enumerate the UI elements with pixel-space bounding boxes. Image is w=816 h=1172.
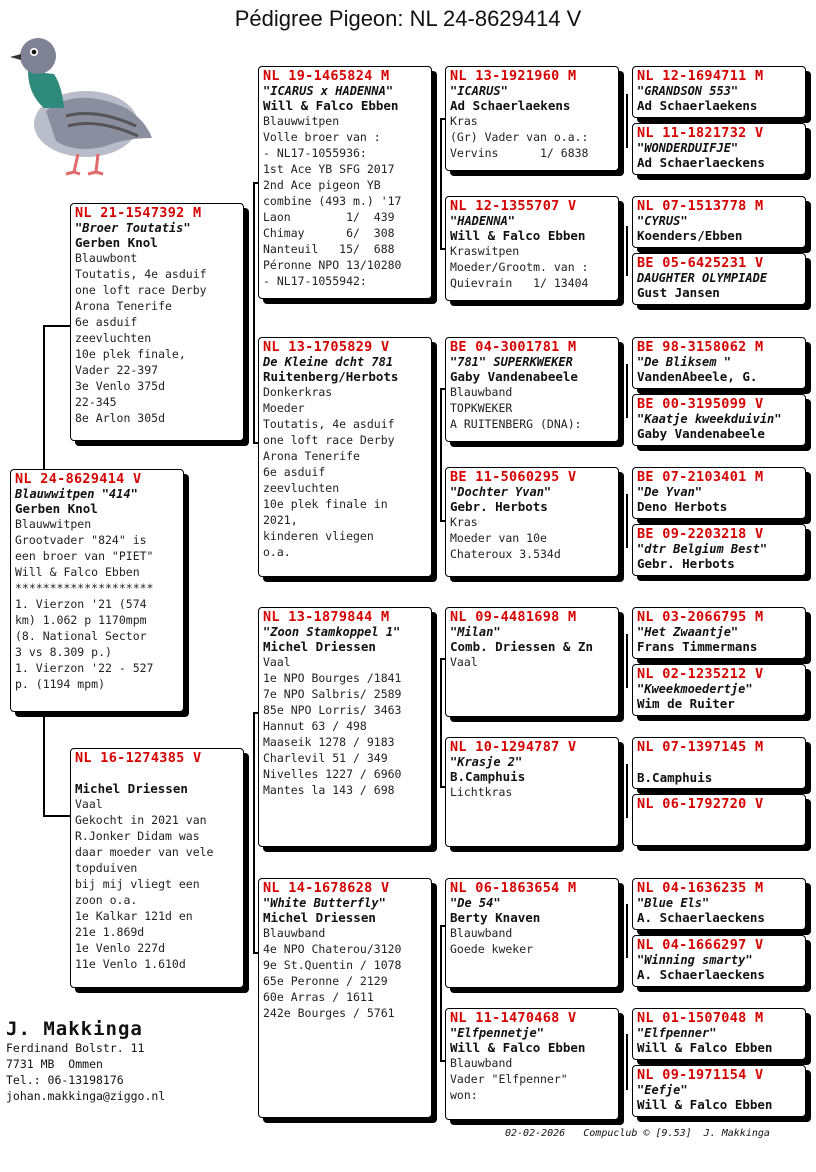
info-line: Moeder van 10e (450, 531, 547, 545)
info-line: 85e NPO Lorris/ 3463 (263, 703, 402, 717)
info-line: 6e asduif (263, 465, 326, 479)
mf-card (258, 607, 432, 847)
mother-card (70, 748, 244, 988)
address-line: 7731 MB Ommen (6, 1057, 103, 1071)
ancestor-card (632, 664, 806, 716)
info-line: TOPKWEKER (450, 401, 513, 415)
ring-number: NL 14-1678628 V (263, 880, 390, 896)
owner: Michel Driessen (263, 639, 376, 654)
owner: Gust Jansen (637, 285, 720, 300)
info-line: 6e asduif (75, 315, 138, 329)
ring-number: NL 16-1274385 V (75, 750, 202, 766)
pigeon-name: "Broer Toutatis" (75, 221, 191, 235)
info-line: Blauwband (450, 1056, 513, 1070)
info-line: zeevluchten (263, 481, 340, 495)
owner: A. Schaerlaeckens (637, 910, 765, 925)
info-line: Vaal (75, 797, 103, 811)
info-line: 2021, (263, 513, 298, 527)
pigeon-name: De Kleine dcht 781 (263, 355, 394, 369)
ancestor-card (632, 1008, 806, 1060)
info-line: combine (493 m.) '17 (263, 194, 402, 208)
pigeon-name: "Kaatje kweekduivin" (637, 412, 782, 426)
mmf-card (445, 878, 619, 988)
ring-number: NL 04-1666297 V (637, 937, 764, 953)
info-line: - NL17-1055942: (263, 274, 367, 288)
info-line: 1e Kalkar 121d en (75, 909, 193, 923)
ring-number: NL 07-1397145 M (637, 739, 764, 755)
fff-card (445, 66, 619, 171)
pigeon-name: "Zoon Stamkoppel 1" (263, 625, 401, 639)
info-line: Blauwband (450, 926, 513, 940)
info-line: Blauwbont (75, 251, 138, 265)
info-line: 1. Vierzon '21 (574 (15, 597, 147, 611)
info-line: R.Jonker Didam was (75, 829, 200, 843)
info-line: 7e NPO Salbris/ 2589 (263, 687, 402, 701)
owner: Gebr. Herbots (450, 499, 548, 514)
ring-number: BE 00-3195099 V (637, 396, 764, 412)
ring-number: NL 19-1465824 M (263, 68, 390, 84)
info-line: 8e Arlon 305d (75, 411, 166, 425)
owner: B.Camphuis (450, 769, 526, 784)
ancestor-card (632, 337, 806, 389)
owner: Gerben Knol (75, 235, 158, 250)
info-line: kinderen vliegen (263, 529, 374, 543)
info-line: o.a. (263, 545, 291, 559)
owner: VandenAbeele, G. (637, 369, 758, 384)
ring-number: NL 12-1355707 V (450, 198, 577, 214)
owner: Koenders/Ebben (637, 228, 743, 243)
pigeon-name: "dtr Belgium Best" (637, 542, 768, 556)
mff-card (445, 607, 619, 717)
pigeon-name: "Dochter Yvan" (450, 485, 552, 499)
owner: Will & Falco Ebben (450, 1040, 586, 1055)
owner: Gaby Vandenabeele (637, 426, 765, 441)
info-line: Kraswitpen (450, 244, 520, 258)
info-line: Kras (450, 515, 478, 529)
breeder-name: J. Makkinga (6, 1018, 143, 1040)
info-line: Moeder/Grootm. van : (450, 260, 589, 274)
info-line: Maaseik 1278 / 9183 (263, 735, 395, 749)
info-line: 9e St.Quentin / 1078 (263, 958, 402, 972)
info-line: 10e plek finale, (75, 347, 186, 361)
info-line: Vader 22-397 (75, 363, 159, 377)
ancestor-card (632, 1065, 806, 1117)
ring-number: BE 98-3158062 M (637, 339, 764, 355)
info-line: 1st Ace YB SFG 2017 (263, 162, 395, 176)
info-line: daar moeder van vele (75, 845, 214, 859)
info-line: 3e Venlo 375d (75, 379, 166, 393)
info-line: Kras (450, 114, 478, 128)
info-line: 11e Venlo 1.610d (75, 957, 186, 971)
ring-number: NL 11-1821732 V (637, 125, 764, 141)
ancestor-card (632, 524, 806, 576)
owner: Gebr. Herbots (637, 556, 735, 571)
info-line: 21e 1.869d (75, 925, 145, 939)
info-line: Vaal (263, 655, 291, 669)
info-line: Nivelles 1227 / 6960 (263, 767, 402, 781)
info-line: Chimay 6/ 308 (263, 226, 395, 240)
ring-number: NL 01-1507048 M (637, 1010, 764, 1026)
mm-card (258, 878, 432, 1118)
info-line: 242e Bourges / 5761 (263, 1006, 395, 1020)
pigeon-name: "Winning smarty" (637, 953, 753, 967)
pigeon-name: "De Yvan" (637, 485, 703, 499)
father-card (70, 203, 244, 441)
fmm-card (445, 467, 619, 577)
info-line: Mantes la 143 / 698 (263, 783, 395, 797)
pigeon-name: "White Butterfly" (263, 896, 386, 910)
info-line: Hannut 63 / 498 (263, 719, 367, 733)
ring-number: BE 11-5060295 V (450, 469, 577, 485)
owner: Ruitenberg/Herbots (263, 369, 399, 384)
subject-pigeon-card (10, 469, 184, 712)
info-line: km) 1.062 p 1170mpm (15, 613, 147, 627)
pigeon-logo-icon (6, 16, 156, 176)
ancestor-card (632, 737, 806, 789)
pigeon-name: "Eefje" (637, 1083, 688, 1097)
owner: Will & Falco Ebben (637, 1040, 773, 1055)
ring-number: NL 13-1705829 V (263, 339, 390, 355)
ring-number: NL 03-2066795 M (637, 609, 764, 625)
ring-number: NL 11-1470468 V (450, 1010, 577, 1026)
breeder-address (6, 1018, 165, 1104)
ancestor-card (632, 253, 806, 305)
info-line: Charlevil 51 / 349 (263, 751, 388, 765)
info-line: one loft race Derby (263, 433, 395, 447)
info-line: bij mij vliegt een (75, 877, 200, 891)
owner: B.Camphuis (637, 770, 713, 785)
ring-number: NL 12-1694711 M (637, 68, 764, 84)
pigeon-name: "Krasje 2" (450, 755, 523, 769)
fmf-card (445, 337, 619, 442)
email-line: johan.makkinga@ziggo.nl (6, 1089, 166, 1103)
owner: Will & Falco Ebben (637, 1097, 773, 1112)
pigeon-name: "De Bliksem " (637, 355, 731, 369)
info-line: 60e Arras / 1611 (263, 990, 374, 1004)
address-line: Tel.: 06-13198176 (6, 1073, 124, 1087)
info-line: Blauwband (450, 385, 513, 399)
info-line: zoon o.a. (75, 893, 138, 907)
pigeon-name: "ICARUS x HADENNA" (263, 84, 394, 98)
ancestor-card (632, 467, 806, 519)
owner: Ad Schaerlaeckens (637, 155, 765, 170)
ring-number: BE 07-2103401 M (637, 469, 764, 485)
info-line: Will & Falco Ebben (15, 565, 140, 579)
info-line: Blauwwitpen (263, 114, 340, 128)
pigeon-name: "ICARUS" (450, 84, 508, 98)
pigeon-name: Blauwwitpen "414" (15, 487, 138, 501)
info-line: ******************** (15, 581, 154, 595)
info-line: Arona Tenerife (263, 449, 360, 463)
ring-number: NL 06-1792720 V (637, 796, 764, 812)
info-line: Moeder (263, 401, 305, 415)
info-line: 65e Peronne / 2129 (263, 974, 388, 988)
info-line: 22-345 (75, 395, 117, 409)
info-line: Blauwband (263, 926, 326, 940)
pigeon-name: DAUGHTER OLYMPIADE (637, 271, 768, 285)
owner: Michel Driessen (75, 781, 188, 796)
info-line: Quievrain 1/ 13404 (450, 276, 589, 290)
info-line: 1e Venlo 227d (75, 941, 166, 955)
ancestor-card (632, 394, 806, 446)
ring-number: NL 09-1971154 V (637, 1067, 764, 1083)
owner: Will & Falco Ebben (450, 228, 586, 243)
ancestor-card (632, 935, 806, 987)
info-line: Péronne NPO 13/10280 (263, 258, 402, 272)
info-line: 4e NPO Chaterou/3120 (263, 942, 402, 956)
mfm-card (445, 737, 619, 847)
ring-number: BE 05-6425231 V (637, 255, 764, 271)
owner: A. Schaerlaeckens (637, 967, 765, 982)
ring-number: NL 07-1513778 M (637, 198, 764, 214)
info-line: won: (450, 1088, 478, 1102)
info-line: Laon 1/ 439 (263, 210, 395, 224)
info-line: Lichtkras (450, 785, 513, 799)
ffm-card (445, 196, 619, 301)
pigeon-name: "Elfpennetje" (450, 1026, 544, 1040)
page-title: Pédigree Pigeon: NL 24-8629414 V (234, 6, 582, 31)
pigeon-name: "CYRUS" (637, 214, 688, 228)
info-line: Nanteuil 15/ 688 (263, 242, 395, 256)
owner: Comb. Driessen & Zn (450, 639, 593, 654)
owner: Gaby Vandenabeele (450, 369, 578, 384)
pigeon-name: "GRANDSON 553" (637, 84, 739, 98)
info-line: Vervins 1/ 6838 (450, 146, 589, 160)
ring-number: NL 13-1921960 M (450, 68, 577, 84)
footer-credit: 02-02-2026 Compuclub © [9.53] J. Makkinga (505, 1128, 770, 1139)
info-line: Arona Tenerife (75, 299, 172, 313)
ring-number: NL 02-1235212 V (637, 666, 764, 682)
pigeon-name: "Het Zwaantje" (637, 625, 739, 639)
info-line: Gekocht in 2021 van (75, 813, 207, 827)
ancestor-card (632, 794, 806, 846)
ancestor-card (632, 878, 806, 930)
owner: Ad Schaerlaekens (637, 98, 758, 113)
info-line: Grootvader "824" is (15, 533, 147, 547)
info-line: 2nd Ace pigeon YB (263, 178, 381, 192)
pigeon-name: "Elfpenner" (637, 1026, 717, 1040)
owner: Wim de Ruiter (637, 696, 735, 711)
info-line: one loft race Derby (75, 283, 207, 297)
ring-number: NL 10-1294787 V (450, 739, 577, 755)
info-line: Toutatis, 4e asduif (263, 417, 395, 431)
ring-number: BE 04-3001781 M (450, 339, 577, 355)
info-line: 10e plek finale in (263, 497, 388, 511)
pigeon-name: "De 54" (450, 896, 501, 910)
pigeon-name: "HADENNA" (450, 214, 516, 228)
pigeon-name: "781" SUPERKWEKER (450, 355, 573, 369)
info-line: Goede kweker (450, 942, 534, 956)
info-line: 1e NPO Bourges /1841 (263, 671, 402, 685)
info-line: Toutatis, 4e asduif (75, 267, 207, 281)
ring-number: NL 21-1547392 M (75, 205, 202, 221)
info-line: Volle broer van : (263, 130, 381, 144)
pigeon-name: "Milan" (450, 625, 501, 639)
pigeon-name: "Kweekmoedertje" (637, 682, 753, 696)
ring-number: NL 04-1636235 M (637, 880, 764, 896)
ancestor-card (632, 196, 806, 248)
info-line: zeevluchten (75, 331, 152, 345)
info-line: 3 vs 8.309 p.) (15, 645, 112, 659)
fm-card (258, 337, 432, 577)
info-line: Donkerkras (263, 385, 333, 399)
owner: Gerben Knol (15, 501, 98, 516)
info-line: - NL17-1055936: (263, 146, 367, 160)
owner: Frans Timmermans (637, 639, 758, 654)
info-line: (8. National Sector (15, 629, 147, 643)
pigeon-name: "WONDERDUIFJE" (637, 141, 739, 155)
info-line: A RUITENBERG (DNA): (450, 417, 582, 431)
address-line: Ferdinand Bolstr. 11 (6, 1041, 145, 1055)
ancestor-card (632, 66, 806, 118)
info-line: Vader "Elfpenner" (450, 1072, 568, 1086)
info-line: topduiven (75, 861, 138, 875)
info-line: een broer van "PIET" (15, 549, 154, 563)
owner: Michel Driessen (263, 910, 376, 925)
info-line: Vaal (450, 655, 478, 669)
info-line: Blauwwitpen (15, 517, 92, 531)
info-line: 1. Vierzon '22 - 527 (15, 661, 154, 675)
ring-number: NL 09-4481698 M (450, 609, 577, 625)
owner: Will & Falco Ebben (263, 98, 399, 113)
owner: Ad Schaerlaekens (450, 98, 571, 113)
ring-number: NL 13-1879844 M (263, 609, 390, 625)
ancestor-card (632, 123, 806, 175)
mmm-card (445, 1008, 619, 1120)
info-line: (Gr) Vader van o.a.: (450, 130, 589, 144)
ancestor-card (632, 607, 806, 659)
owner: Deno Herbots (637, 499, 728, 514)
ff-card (258, 66, 432, 299)
ring-number: NL 24-8629414 V (15, 471, 142, 487)
info-line: p. (1194 mpm) (15, 677, 106, 691)
pigeon-name: "Blue Els" (637, 896, 710, 910)
info-line: Chateroux 3.534d (450, 547, 561, 561)
ring-number: NL 06-1863654 M (450, 880, 577, 896)
owner: Berty Knaven (450, 910, 541, 925)
ring-number: BE 09-2203218 V (637, 526, 764, 542)
